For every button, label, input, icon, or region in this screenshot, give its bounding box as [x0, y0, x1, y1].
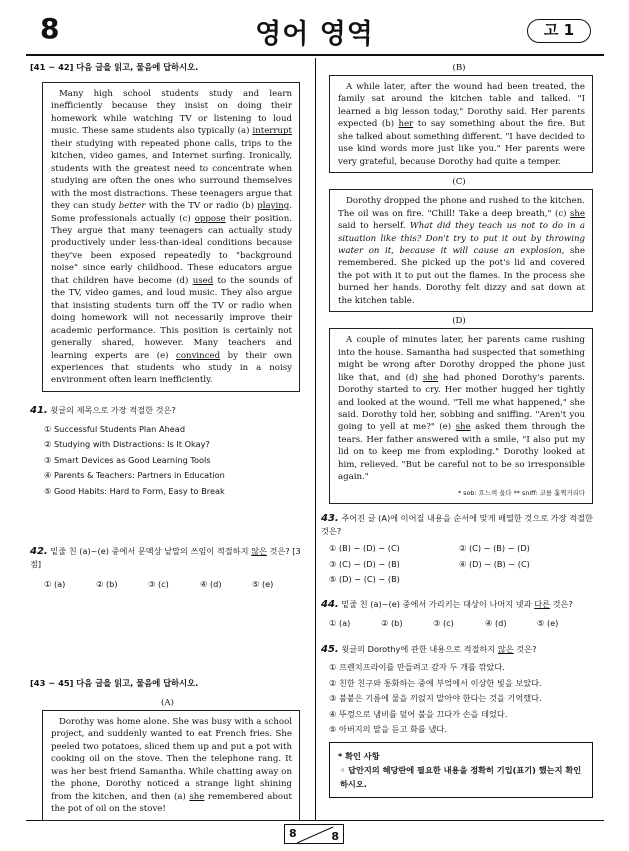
question-number: 45.: [321, 644, 339, 656]
option-4[interactable]: ④ Parents & Teachers: Partners in Education: [44, 470, 225, 481]
check-title: * 확인 사항: [338, 750, 380, 761]
underlined-d: she: [423, 372, 439, 383]
passage-text: Dorothy dropped the phone and rushed to the kitchen. The oil was on fire. "Chill! Take a deep breath,": [338, 196, 585, 219]
marker-d: (d): [405, 372, 423, 383]
marker-a: (a): [174, 791, 190, 802]
passage-text: remembered about the pot of oil on the stove!: [51, 791, 292, 815]
underlined-b: playing: [257, 201, 290, 212]
option-2[interactable]: ② (C) − (B) − (D): [459, 543, 530, 554]
option-1[interactable]: ① (a): [329, 617, 351, 628]
option-3[interactable]: ③ Smart Devices as Good Learning Tools: [44, 454, 211, 465]
option-5[interactable]: ⑤ 아버지의 말을 듣고 화를 냈다.: [329, 724, 447, 735]
passage-text: said to herself.: [338, 221, 410, 232]
passage-d: [329, 328, 593, 504]
footer-page-box: [284, 824, 344, 844]
left-column-lower: [30, 677, 305, 821]
question-45: [321, 643, 597, 656]
passage-text: A couple of minutes later, her parents came rushing into the house. Samantha had suspected that something might be wrong after Dorothy dropped the phone just like that, and: [338, 335, 585, 383]
option-2[interactable]: ② (b): [96, 579, 118, 590]
option-4[interactable]: ④ (d): [485, 617, 507, 628]
marker-a: (a): [237, 126, 253, 137]
underlined-a: interrupt: [252, 126, 292, 137]
option-2[interactable]: ② 친한 친구와 통화하는 중에 부엌에서 이상한 빛을 보았다.: [329, 677, 542, 688]
question-text: 것은?: [513, 644, 537, 655]
marker-b: (b): [241, 201, 258, 212]
passage-text: to the sounds of the TV, video games, and loud music. They also argue that insisting students turn off the TV or radio when doing homework will not necessarily improve their academic performance. This position is certainly not generally shared, however. Many teachers and learning experts are: [51, 275, 292, 361]
passage-text: had phoned Dorothy's parents. Dorothy started to cry. Her mother hugged her tightly and looked at the wound. "Tell me what happened," she said. Dorothy told her, sobbing and sniffing. "Aren't you going to yell at me?": [338, 372, 585, 433]
underlined-e: convinced: [176, 350, 221, 361]
option-3[interactable]: ③ 불붙은 기름에 물을 끼얹지 말아야 한다는 것을 기억했다.: [329, 693, 542, 704]
option-4[interactable]: ④ 뚜껑으로 냄비를 덮어 불을 끄다가 손을 데었다.: [329, 708, 508, 719]
question-text: 주어진 글 (A)에 이어질 내용을 순서에 맞게 배열한 것으로 가장 적절한 것은?: [321, 513, 593, 537]
question-text: 것은? [3점]: [30, 546, 301, 570]
marker-c: (c): [179, 213, 195, 224]
question-number: 43.: [321, 513, 339, 525]
question-text: 것은?: [550, 598, 573, 609]
grade-badge: 고 1: [527, 19, 591, 43]
passage-text: their position. They argue that many teenagers can actually study productively under less-than-ideal conditions because they've been exposed repeatedly to "background noise" since early childhood. These educators argue that children have become: [51, 213, 292, 286]
marker-c: (c): [554, 208, 570, 219]
passage-text: she remembered. She picked up the pot's lid and covered the pot with it to put out the flames. In the process she burned her hands. Dorothy felt dizzy and sat down at the kitchen table.: [338, 245, 586, 306]
option-2[interactable]: ② (b): [381, 617, 403, 628]
footnote: * sob: 흐느껴 울다 ** sniff: 코를 훌쩍거리다: [457, 488, 585, 497]
option-1[interactable]: ① Successful Students Plan Ahead: [44, 423, 186, 434]
label-c: (C): [452, 177, 466, 188]
footer-page-right: 8: [331, 830, 339, 843]
question-emphasis: 않은: [497, 644, 514, 655]
marker-b: (b): [381, 119, 399, 130]
footer-page-left: 8: [289, 827, 297, 840]
question-number: 42.: [30, 546, 48, 558]
option-3[interactable]: ③ (c): [433, 617, 454, 628]
question-42: [30, 545, 305, 571]
question-text: 밑줄 친 (a)~(e) 중에서 가리키는 대상이 나머지 넷과: [338, 598, 535, 609]
page-title: 영어 영역: [255, 19, 374, 50]
option-4[interactable]: ④ (D) − (B) − (C): [459, 558, 530, 569]
marker-d: (d): [176, 275, 193, 286]
question-43: [321, 512, 597, 538]
underlined-c: oppose: [194, 213, 226, 224]
question-44: [321, 598, 597, 611]
passage-a: [42, 710, 300, 821]
passage-text: Dorothy was home alone. She was busy with a school project, and suddenly wanted to eat French fries. She peeled two potatoes, sliced them up and put a pot with cooking oil on the stove. Then the telephone rang. It was her best friend Samantha. While chatting away on the phone, Dorothy noticed a strange light shining from the kitchen, and then: [51, 717, 292, 802]
italic-text: What did they teach us not to do in a situation like this? Don't try to put it out by throwing water on it, because it will cause an explosion,: [338, 221, 586, 256]
passage-text: . Some professionals actually: [51, 201, 292, 224]
right-column: [321, 61, 597, 798]
option-5[interactable]: ⑤ (e): [252, 579, 274, 590]
instruction-41-42: [41 ~ 42] 다음 글을 읽고, 물음에 답하시오.: [30, 62, 199, 72]
option-1[interactable]: ① (a): [44, 579, 66, 590]
page-number: 8: [40, 12, 60, 45]
label-b: (B): [452, 63, 466, 73]
option-1[interactable]: ① (B) − (D) − (C): [329, 543, 400, 554]
passage-b: [329, 75, 593, 173]
check-notice: [329, 742, 593, 798]
option-5[interactable]: ⑤ (D) − (C) − (B): [329, 574, 400, 585]
header-rule: [26, 54, 604, 56]
underlined-a: she: [189, 791, 205, 802]
passage-text: Many high school students study and learn inefficiently because they insist on doing their homework while watching TV or listening to loud music. These same students also typically: [51, 89, 292, 137]
options-41: [44, 422, 305, 500]
question-text: 밑줄 친 (a)~(e) 중에서 문맥상 낱말의 쓰임이 적절하지: [47, 546, 252, 557]
instruction-43-45: [43 ~ 45] 다음 글을 읽고, 물음에 답하시오.: [30, 678, 199, 688]
passage-text: with the TV or radio: [145, 201, 242, 212]
question-emphasis: 않은: [251, 546, 267, 557]
italic-text: better: [118, 201, 146, 212]
question-number: 44.: [321, 598, 339, 610]
option-5[interactable]: ⑤ (e): [537, 617, 559, 628]
column-divider: [315, 58, 316, 820]
question-41: [30, 404, 305, 417]
passage-c: [329, 189, 593, 312]
label-a: (A): [161, 698, 174, 708]
options-43: [329, 541, 597, 588]
check-body: ◦ 답안지의 해당란에 필요한 내용을 정확히 기입(표기) 했는지 확인하시오.: [340, 764, 582, 789]
options-42: [44, 577, 305, 593]
label-d: (D): [452, 316, 466, 327]
option-3[interactable]: ③ (c): [148, 579, 169, 590]
question-number: 41.: [30, 404, 48, 416]
option-5[interactable]: ⑤ Good Habits: Hard to Form, Easy to Break: [44, 485, 225, 496]
left-column: [30, 61, 305, 593]
option-1[interactable]: ① 프렌치프라이를 만들려고 감자 두 개를 깎았다.: [329, 662, 505, 673]
underlined-c: she: [569, 208, 585, 219]
question-emphasis: 다른: [534, 598, 551, 609]
option-2[interactable]: ② Studying with Distractions: Is It Okay?: [44, 439, 210, 450]
passage-text: asked them through the tears. Her father answered with a smile, "I also put my lid on to keep me from exploding." Dorothy looked at him, relieved. "But be careful not to be so irresponsible again.": [338, 422, 585, 483]
underlined-b: her: [398, 119, 414, 130]
passage-41-42: [42, 82, 300, 392]
underlined-d: used: [192, 275, 214, 286]
passage-text: A while later, after the wound had been treated, the family sat around the kitchen table and talked. "I learned a big lesson today," Dorothy said. Her parents expected: [338, 82, 585, 130]
marker-e: (e): [439, 422, 456, 433]
marker-e: (e): [156, 350, 177, 361]
option-3[interactable]: ③ (C) − (D) − (B): [329, 558, 400, 569]
passage-text: to say something about the fire. But she talked about something different. "I have decided to use kind words more just like you." Her parents were very grateful, because Dorothy had quite a temper.: [338, 119, 585, 167]
question-text: 윗글의 Dorothy에 관한 내용으로 적절하지: [338, 644, 498, 655]
question-text: 윗글의 제목으로 가장 적절한 것은?: [47, 404, 176, 415]
passage-text: their studying with repeated phone calls, trips to the kitchen, video games, and Internet surfing. Ironically, students with the greatest need to concentrate when studying are often the ones who surround themselves with the most distractions. These teenagers argue that they can study: [51, 138, 292, 212]
options-45: [329, 660, 597, 738]
underlined-e: she: [455, 422, 471, 433]
passage-text: by their own experiences that students who study in a noisy environment often learn inefficiently.: [51, 350, 292, 386]
options-44: [329, 616, 597, 632]
option-4[interactable]: ④ (d): [200, 579, 222, 590]
